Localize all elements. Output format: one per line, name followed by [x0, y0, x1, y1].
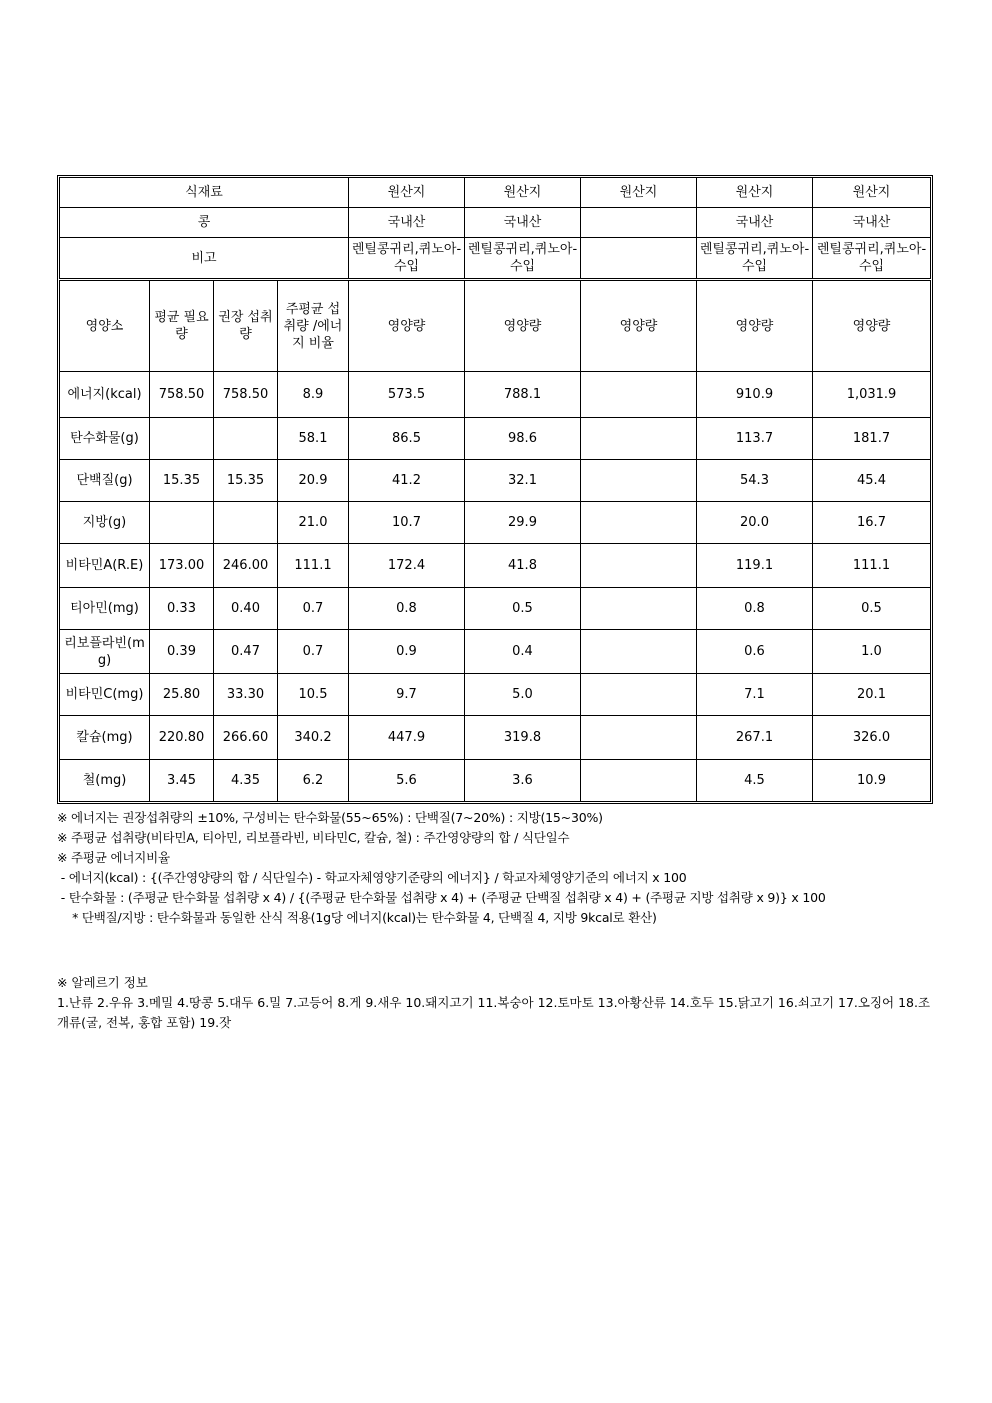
amount-cell: 5.6: [349, 760, 465, 802]
amount-cell: 119.1: [697, 544, 813, 588]
nutrient-header-row: [60, 280, 931, 372]
recommended-cell: 4.35: [214, 760, 278, 802]
origin-row: [60, 178, 931, 208]
bean-origin-cell: 국내산: [465, 208, 581, 238]
origin-cell: 원산지: [465, 178, 581, 208]
avg-need-cell: 3.45: [150, 760, 214, 802]
amount-cell: [581, 674, 697, 716]
note-cell: 렌틸콩귀리,퀴노아-수입: [465, 238, 581, 280]
recommended-cell: 246.00: [214, 544, 278, 588]
recommended-cell: [214, 502, 278, 544]
amount-cell: [581, 460, 697, 502]
nutrient-name: 비타민A(R.E): [60, 544, 150, 588]
amount-header: 영양량: [349, 280, 465, 372]
amount-cell: 0.6: [697, 630, 813, 674]
amount-cell: 111.1: [813, 544, 931, 588]
nutrient-name: 탄수화물(g): [60, 418, 150, 460]
note-label: 비고: [60, 238, 349, 280]
weekly-ratio-cell: 111.1: [278, 544, 349, 588]
nutrient-name: 티아민(mg): [60, 588, 150, 630]
bean-origin-cell: 국내산: [813, 208, 931, 238]
note-cell: 렌틸콩귀리,퀴노아-수입: [697, 238, 813, 280]
amount-cell: 267.1: [697, 716, 813, 760]
amount-cell: 0.8: [349, 588, 465, 630]
amount-cell: 10.7: [349, 502, 465, 544]
recommended-cell: 0.40: [214, 588, 278, 630]
recommended-header: 권장 섭취량: [214, 280, 278, 372]
amount-cell: [581, 502, 697, 544]
amount-cell: 788.1: [465, 372, 581, 418]
bean-origin-cell: 국내산: [349, 208, 465, 238]
note-line: ※ 주평균 에너지비율: [57, 850, 170, 865]
weekly-ratio-cell: 0.7: [278, 588, 349, 630]
amount-header: 영양량: [697, 280, 813, 372]
avg-need-cell: 758.50: [150, 372, 214, 418]
nutrition-table-frame: [57, 175, 933, 804]
amount-cell: [581, 588, 697, 630]
weekly-ratio-cell: 21.0: [278, 502, 349, 544]
weekly-ratio-cell: 340.2: [278, 716, 349, 760]
amount-header: 영양량: [581, 280, 697, 372]
amount-cell: 10.9: [813, 760, 931, 802]
amount-cell: 0.8: [697, 588, 813, 630]
amount-cell: 16.7: [813, 502, 931, 544]
bean-origin-cell: 국내산: [697, 208, 813, 238]
weekly-ratio-cell: 0.7: [278, 630, 349, 674]
nutrient-name: 지방(g): [60, 502, 150, 544]
amount-cell: [581, 372, 697, 418]
amount-cell: 326.0: [813, 716, 931, 760]
amount-cell: 98.6: [465, 418, 581, 460]
note-line: - 탄수화물 : (주평균 탄수화물 섭취량 x 4) / {(주평균 탄수화물 섭취량 x 4) + (주평균 단백질 섭취량 x 4) + (주평균 지방 섭취량 x 9)} x 100: [57, 890, 826, 905]
amount-cell: 9.7: [349, 674, 465, 716]
nutrient-row: [60, 588, 931, 630]
nutrient-name: 비타민C(mg): [60, 674, 150, 716]
amount-cell: 0.5: [465, 588, 581, 630]
amount-cell: 41.8: [465, 544, 581, 588]
bean-row: [60, 208, 931, 238]
nutrient-name: 에너지(kcal): [60, 372, 150, 418]
weekly-ratio-cell: 8.9: [278, 372, 349, 418]
amount-cell: 7.1: [697, 674, 813, 716]
nutrient-name: 철(mg): [60, 760, 150, 802]
amount-cell: [581, 630, 697, 674]
amount-cell: [581, 544, 697, 588]
weekly-ratio-cell: 6.2: [278, 760, 349, 802]
avg-need-cell: [150, 418, 214, 460]
origin-cell: 원산지: [697, 178, 813, 208]
nutrient-row: [60, 502, 931, 544]
note-cell: 렌틸콩귀리,퀴노아-수입: [813, 238, 931, 280]
recommended-cell: [214, 418, 278, 460]
nutrient-row: [60, 630, 931, 674]
amount-header: 영양량: [813, 280, 931, 372]
ingredient-label: 식재료: [60, 178, 349, 208]
nutrient-row: [60, 418, 931, 460]
notes: [57, 808, 937, 928]
amount-header: 영양량: [465, 280, 581, 372]
allergy-list: 1.난류 2.우유 3.메밀 4.땅콩 5.대두 6.밀 7.고등어 8.게 9.새우 10.돼지고기 11.복숭아 12.토마토 13.아황산류 14.호두 15.닭고기 16.쇠고기 17.오징어 18.조개류(굴, 전복, 홍합 포함) 19.잣: [57, 995, 931, 1030]
avg-need-cell: 0.33: [150, 588, 214, 630]
amount-cell: 319.8: [465, 716, 581, 760]
avg-need-cell: 0.39: [150, 630, 214, 674]
amount-cell: 573.5: [349, 372, 465, 418]
nutrient-rows: [60, 372, 931, 802]
nutrient-header: 영양소: [60, 280, 150, 372]
note-line: - 에너지(kcal) : {(주간영양량의 합 / 식단일수) - 학교자체영양기준량의 에너지} / 학교자체영양기준의 에너지 x 100: [57, 870, 687, 885]
nutrition-table: [59, 177, 931, 802]
note-line: ※ 에너지는 권장섭취량의 ±10%, 구성비는 탄수화물(55~65%) : 단백질(7~20%) : 지방(15~30%): [57, 810, 603, 825]
avg-need-cell: 173.00: [150, 544, 214, 588]
nutrient-row: [60, 716, 931, 760]
amount-cell: [581, 716, 697, 760]
avg-need-cell: [150, 502, 214, 544]
bean-label: 콩: [60, 208, 349, 238]
amount-cell: 447.9: [349, 716, 465, 760]
amount-cell: 0.4: [465, 630, 581, 674]
amount-cell: 172.4: [349, 544, 465, 588]
amount-cell: 54.3: [697, 460, 813, 502]
allergy-title: ※ 알레르기 정보: [57, 975, 148, 990]
weekly-ratio-header: 주평균 섭취량 /에너지 비율: [278, 280, 349, 372]
weekly-ratio-cell: 20.9: [278, 460, 349, 502]
amount-cell: 20.0: [697, 502, 813, 544]
nutrient-row: [60, 544, 931, 588]
amount-cell: 1.0: [813, 630, 931, 674]
recommended-cell: 33.30: [214, 674, 278, 716]
note-line: ※ 주평균 섭취량(비타민A, 티아민, 리보플라빈, 비타민C, 칼슘, 철) : 주간영양량의 합 / 식단일수: [57, 830, 570, 845]
weekly-ratio-cell: 10.5: [278, 674, 349, 716]
amount-cell: 45.4: [813, 460, 931, 502]
amount-cell: [581, 760, 697, 802]
amount-cell: 1,031.9: [813, 372, 931, 418]
amount-cell: 86.5: [349, 418, 465, 460]
nutrient-row: [60, 460, 931, 502]
amount-cell: 41.2: [349, 460, 465, 502]
origin-cell: 원산지: [581, 178, 697, 208]
avg-need-header: 평균 필요량: [150, 280, 214, 372]
avg-need-cell: 25.80: [150, 674, 214, 716]
amount-cell: 5.0: [465, 674, 581, 716]
recommended-cell: 266.60: [214, 716, 278, 760]
note-row: [60, 238, 931, 280]
avg-need-cell: 220.80: [150, 716, 214, 760]
nutrient-row: [60, 760, 931, 802]
amount-cell: 20.1: [813, 674, 931, 716]
amount-cell: 3.6: [465, 760, 581, 802]
weekly-ratio-cell: 58.1: [278, 418, 349, 460]
nutrient-name: 리보플라빈(mg): [60, 630, 150, 674]
avg-need-cell: 15.35: [150, 460, 214, 502]
amount-cell: 0.5: [813, 588, 931, 630]
note-line: * 단백질/지방 : 탄수화물과 동일한 산식 적용(1g당 에너지(kcal)는 탄수화물 4, 단백질 4, 지방 9kcal로 환산): [57, 910, 657, 925]
nutrient-name: 칼슘(mg): [60, 716, 150, 760]
recommended-cell: 0.47: [214, 630, 278, 674]
nutrient-row: [60, 674, 931, 716]
amount-cell: 29.9: [465, 502, 581, 544]
nutrient-row: [60, 372, 931, 418]
amount-cell: 4.5: [697, 760, 813, 802]
allergy-info: [57, 973, 937, 1033]
origin-cell: 원산지: [813, 178, 931, 208]
note-cell: 렌틸콩귀리,퀴노아-수입: [349, 238, 465, 280]
nutrient-name: 단백질(g): [60, 460, 150, 502]
amount-cell: 32.1: [465, 460, 581, 502]
recommended-cell: 758.50: [214, 372, 278, 418]
amount-cell: 0.9: [349, 630, 465, 674]
bean-origin-cell: [581, 208, 697, 238]
note-cell: [581, 238, 697, 280]
amount-cell: 113.7: [697, 418, 813, 460]
amount-cell: 910.9: [697, 372, 813, 418]
recommended-cell: 15.35: [214, 460, 278, 502]
amount-cell: 181.7: [813, 418, 931, 460]
amount-cell: [581, 418, 697, 460]
origin-cell: 원산지: [349, 178, 465, 208]
